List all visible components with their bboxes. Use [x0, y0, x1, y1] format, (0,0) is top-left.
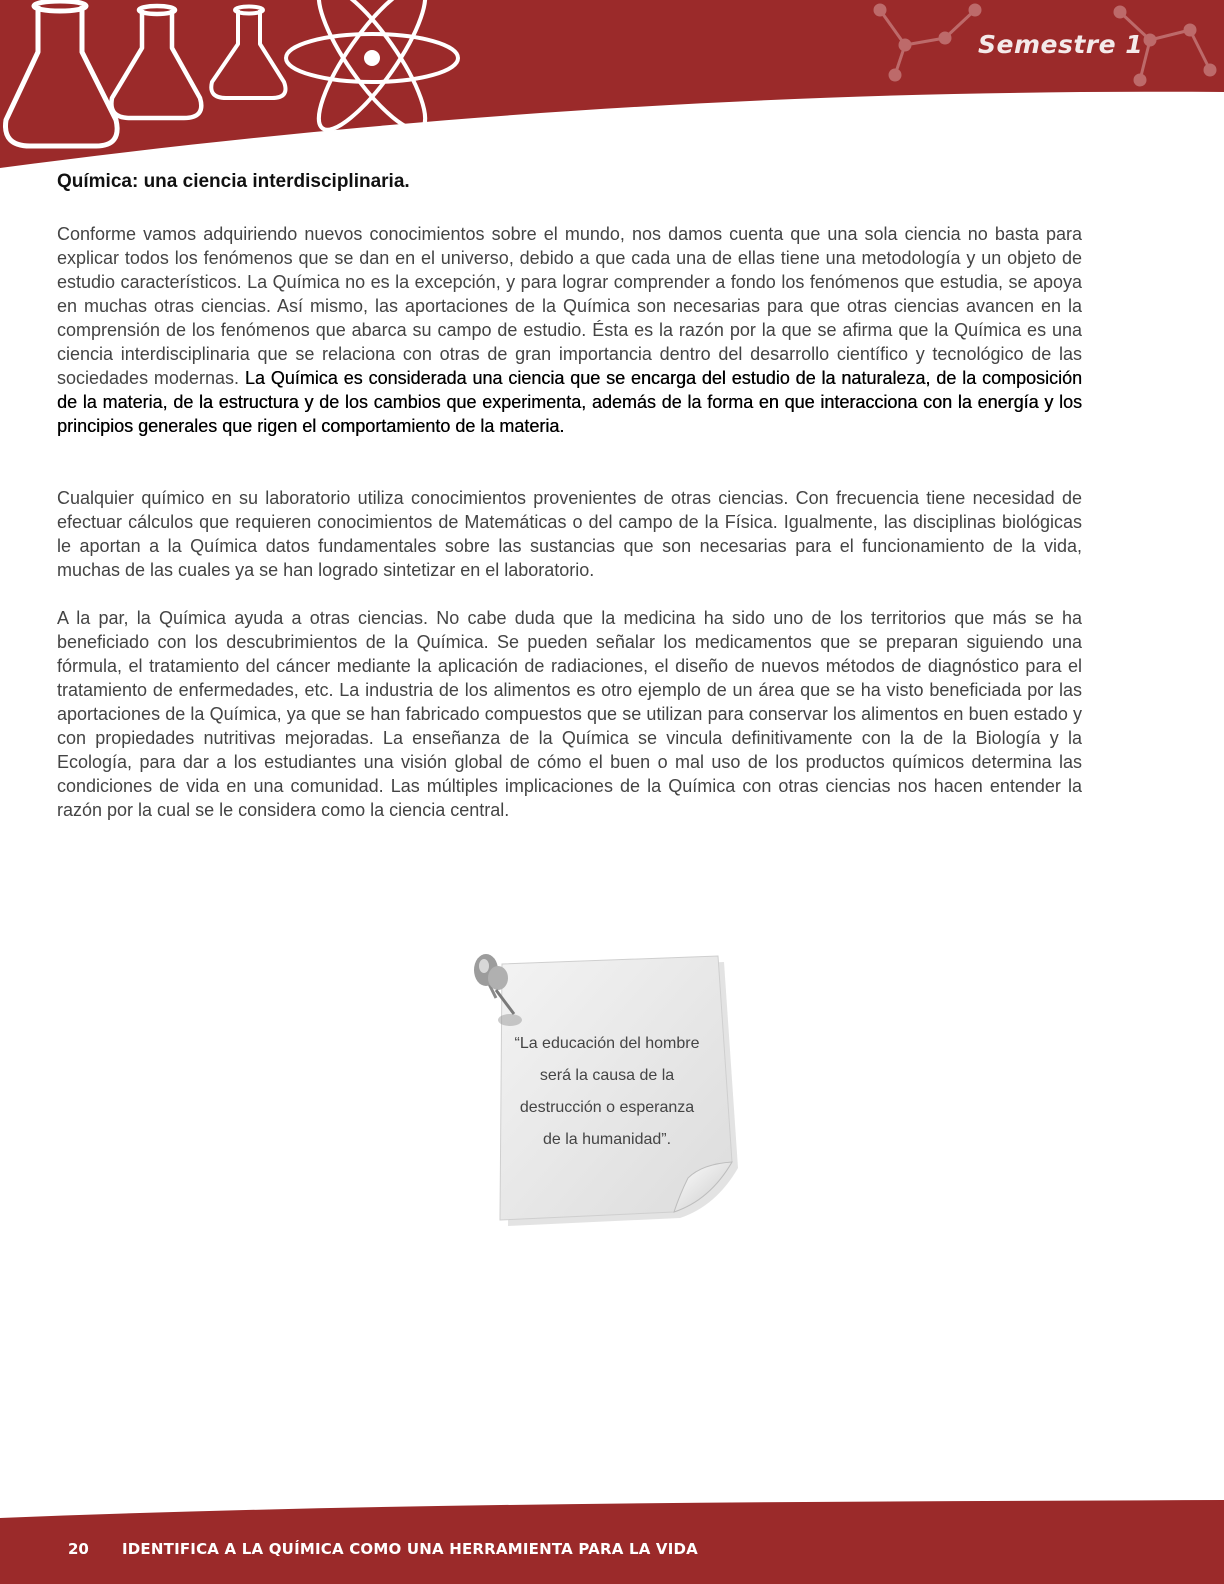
footer-title: IDENTIFICA A LA QUÍMICA COMO UNA HERRAMIENTA PARA LA VIDA	[122, 1540, 698, 1558]
paragraph-3: A la par, la Química ayuda a otras ciencias. No cabe duda que la medicina ha sido uno de los territorios que más se ha beneficiado con los descubrimientos de la Química. Se pueden señalar los medicamentos que se preparan siguiendo una fórmula, el tratamiento del cáncer mediante la aplicación de radiaciones, el diseño de nuevos métodos de diagnóstico para el tratamiento de enfermedades, etc. La industria de los alimentos es otro ejemplo de un área que se ha visto beneficiada por las aportaciones de la Química, ya que se han fabricado compuestos que se utilizan para conservar los alimentos en buen estado y con propiedades nutritivas mejoradas. La enseñanza de la Química se vincula definitivamente con la de la Biología y la Ecología, para dar a los estudiantes una visión global de cómo el buen o mal uso de los productos químicos determina las condiciones de vida en una comunidad. Las múltiples implicaciones de la Química con otras ciencias nos hacen entender la razón por la cual se le considera como la ciencia central.	[57, 608, 1082, 820]
paragraph-1-text: Conforme vamos adquiriendo nuevos conocimientos sobre el mundo, nos damos cuenta que una sola ciencia no basta para explicar todos los fenómenos que se dan en el universo, debido a que cada una de ellas tiene una metodología y un objeto de estudio característicos. La Química no es la excepción, y para lograr comprender a fondo los fenómenos que estudia, se apoya en muchas otras ciencias. Así mismo, las aportaciones de la Química son necesarias para que otras ciencias avancen en la comprensión de los fenómenos que abarca su campo de estudio. Ésta es la razón por la que se afirma que la Química es una ciencia interdisciplinaria que se relaciona con otras de gran importancia dentro del desarrollo científico y tecnológico de las sociedades modernas.	[57, 224, 1082, 388]
note-quote	[502, 1028, 712, 1156]
article-body	[57, 170, 1082, 822]
page-header	[0, 0, 1224, 175]
semester-label: Semestre 1	[978, 30, 1144, 59]
quote-line: será la causa de la	[539, 1067, 675, 1084]
quote-line: “La educación del hombre	[514, 1035, 700, 1052]
page-number: 20	[68, 1540, 89, 1558]
quote-line: destrucción o esperanza	[519, 1099, 695, 1116]
paragraph-2: Cualquier químico en su laboratorio utiliza conocimientos provenientes de otras ciencias. Con frecuencia tiene necesidad de efectuar cálculos que requieren conocimientos de Matemáticas o del campo de la Física. Igualmente, las disciplinas biológicas le aportan a la Química datos fundamentales sobre las sustancias que son necesarias para el funcionamiento de la vida, muchas de las cuales ya se han logrado sintetizar en el laboratorio.	[57, 488, 1082, 580]
paragraph-1	[57, 222, 1082, 438]
paragraph-1-emphasis: La Química es considerada una ciencia que se encarga del estudio de la naturaleza, de la composición de la materia, de la estructura y de los cambios que experimenta, además de la forma en que interacciona con la energía y los principios generales que rigen el comportamiento de la materia.	[57, 368, 1082, 436]
pinned-quote-note	[462, 950, 752, 1240]
quote-line: de la humanidad”.	[542, 1131, 672, 1148]
header-banner	[0, 0, 1224, 175]
header-red-band	[0, 0, 1224, 168]
article-title: Química: una ciencia interdisciplinaria.	[57, 171, 410, 192]
